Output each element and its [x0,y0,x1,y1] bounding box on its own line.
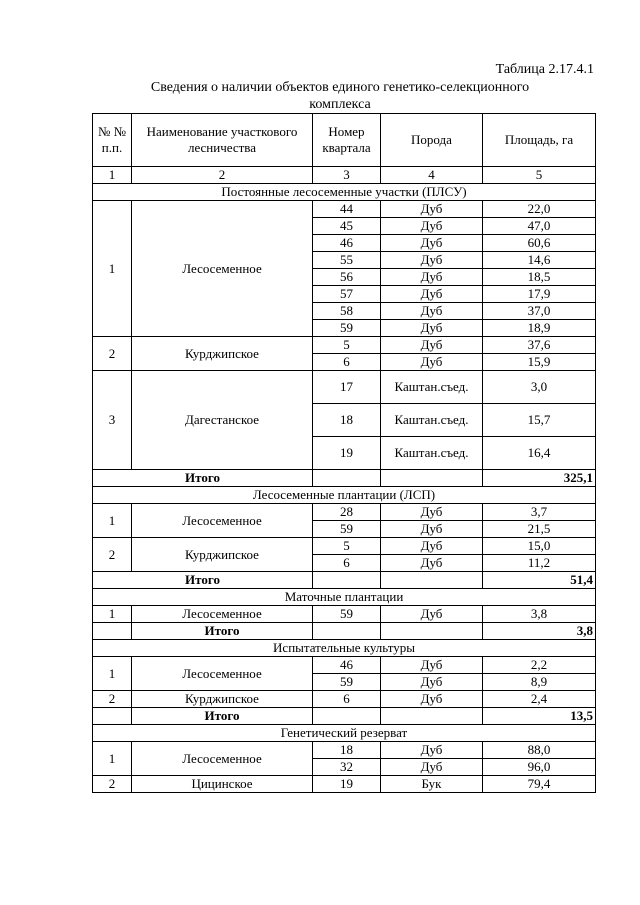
kvartal-cell: 58 [313,303,381,320]
table-row [93,742,596,759]
kvartal-cell: 19 [313,776,381,793]
total-row [93,572,596,589]
kvartal-cell: 44 [313,201,381,218]
forest-objects-table [92,113,596,793]
table-row [93,606,596,623]
group-name: Лесосеменное [132,504,313,538]
table-row [93,337,596,354]
species-cell: Дуб [381,303,483,320]
total-label: Итого [93,572,313,589]
group-num: 2 [93,691,132,708]
group-num: 1 [93,201,132,337]
empty-cell [313,470,381,487]
col-number: 2 [132,167,313,184]
section-row-ik [93,640,596,657]
species-cell: Дуб [381,354,483,371]
header-row [93,114,596,167]
kvartal-cell: 6 [313,691,381,708]
empty-cell [313,572,381,589]
species-cell: Дуб [381,201,483,218]
empty-cell [93,708,132,725]
area-cell: 96,0 [483,759,596,776]
species-cell: Дуб [381,691,483,708]
kvartal-cell: 5 [313,538,381,555]
group-name: Цицинское [132,776,313,793]
species-cell: Дуб [381,674,483,691]
col-number: 4 [381,167,483,184]
header-kvartal: Номер квартала [313,114,381,167]
group-num: 2 [93,776,132,793]
total-label: Итого [132,708,313,725]
species-cell: Дуб [381,759,483,776]
species-cell: Дуб [381,521,483,538]
area-cell: 2,4 [483,691,596,708]
empty-cell [381,572,483,589]
header-area: Площадь, га [483,114,596,167]
empty-cell [381,708,483,725]
area-cell: 15,0 [483,538,596,555]
kvartal-cell: 5 [313,337,381,354]
kvartal-cell: 18 [313,742,381,759]
group-name: Лесосеменное [132,201,313,337]
table-row [93,538,596,555]
kvartal-cell: 32 [313,759,381,776]
species-cell: Дуб [381,555,483,572]
area-cell: 17,9 [483,286,596,303]
section-title: Испытательные культуры [93,640,596,657]
total-value: 51,4 [483,572,596,589]
area-cell: 3,0 [483,371,596,404]
species-cell: Каштан.съед. [381,404,483,437]
species-cell: Дуб [381,235,483,252]
group-num: 2 [93,538,132,572]
species-cell: Дуб [381,606,483,623]
group-num: 1 [93,742,132,776]
col-number: 5 [483,167,596,184]
section-title: Постоянные лесосеменные участки (ПЛСУ) [93,184,596,201]
area-cell: 22,0 [483,201,596,218]
kvartal-cell: 59 [313,674,381,691]
table-row [93,504,596,521]
table-row [93,776,596,793]
empty-cell [313,623,381,640]
group-num: 2 [93,337,132,371]
group-num: 1 [93,657,132,691]
group-name: Курджипское [132,538,313,572]
column-numbers-row [93,167,596,184]
area-cell: 21,5 [483,521,596,538]
area-cell: 3,8 [483,606,596,623]
empty-cell [313,708,381,725]
area-cell: 3,7 [483,504,596,521]
group-num: 1 [93,504,132,538]
section-row-lsp [93,487,596,504]
empty-cell [93,623,132,640]
group-name: Курджипское [132,691,313,708]
section-title: Лесосеменные плантации (ЛСП) [93,487,596,504]
kvartal-cell: 59 [313,320,381,337]
total-value: 13,5 [483,708,596,725]
area-cell: 18,5 [483,269,596,286]
species-cell: Дуб [381,538,483,555]
kvartal-cell: 59 [313,521,381,538]
species-cell: Дуб [381,337,483,354]
species-cell: Дуб [381,320,483,337]
section-title: Генетический резерват [93,725,596,742]
group-name: Лесосеменное [132,657,313,691]
total-label: Итого [93,470,313,487]
group-num: 3 [93,371,132,470]
kvartal-cell: 46 [313,657,381,674]
empty-cell [381,470,483,487]
total-value: 3,8 [483,623,596,640]
col-number: 1 [93,167,132,184]
group-num: 1 [93,606,132,623]
species-cell: Каштан.съед. [381,371,483,404]
kvartal-cell: 18 [313,404,381,437]
area-cell: 18,9 [483,320,596,337]
total-row [93,623,596,640]
kvartal-cell: 55 [313,252,381,269]
species-cell: Дуб [381,742,483,759]
area-cell: 15,9 [483,354,596,371]
area-cell: 37,6 [483,337,596,354]
kvartal-cell: 59 [313,606,381,623]
table-row [93,371,596,404]
section-row-gr [93,725,596,742]
area-cell: 11,2 [483,555,596,572]
group-name: Дагестанское [132,371,313,470]
area-cell: 8,9 [483,674,596,691]
area-cell: 37,0 [483,303,596,320]
total-row [93,470,596,487]
area-cell: 15,7 [483,404,596,437]
total-label: Итого [132,623,313,640]
area-cell: 79,4 [483,776,596,793]
area-cell: 88,0 [483,742,596,759]
kvartal-cell: 19 [313,437,381,470]
table-row [93,691,596,708]
area-cell: 14,6 [483,252,596,269]
area-cell: 60,6 [483,235,596,252]
area-cell: 47,0 [483,218,596,235]
kvartal-cell: 56 [313,269,381,286]
table-caption: Сведения о наличии объектов единого генетико-селекционного комплекса [150,80,530,112]
empty-cell [381,623,483,640]
header-species: Порода [381,114,483,167]
kvartal-cell: 28 [313,504,381,521]
section-title: Маточные плантации [93,589,596,606]
species-cell: Дуб [381,269,483,286]
species-cell: Дуб [381,657,483,674]
kvartal-cell: 6 [313,555,381,572]
table-row [93,657,596,674]
group-name: Лесосеменное [132,606,313,623]
section-row-mp [93,589,596,606]
area-cell: 2,2 [483,657,596,674]
species-cell: Дуб [381,252,483,269]
species-cell: Дуб [381,504,483,521]
kvartal-cell: 57 [313,286,381,303]
col-number: 3 [313,167,381,184]
group-name: Курджипское [132,337,313,371]
section-row-plsu [93,184,596,201]
kvartal-cell: 17 [313,371,381,404]
header-num: № № п.п. [93,114,132,167]
species-cell: Дуб [381,218,483,235]
kvartal-cell: 6 [313,354,381,371]
kvartal-cell: 46 [313,235,381,252]
species-cell: Каштан.съед. [381,437,483,470]
total-value: 325,1 [483,470,596,487]
group-name: Лесосеменное [132,742,313,776]
table-row [93,201,596,218]
species-cell: Дуб [381,286,483,303]
total-row [93,708,596,725]
table-label: Таблица 2.17.4.1 [495,62,594,77]
kvartal-cell: 45 [313,218,381,235]
area-cell: 16,4 [483,437,596,470]
header-name: Наименование участкового лесничества [132,114,313,167]
species-cell: Бук [381,776,483,793]
